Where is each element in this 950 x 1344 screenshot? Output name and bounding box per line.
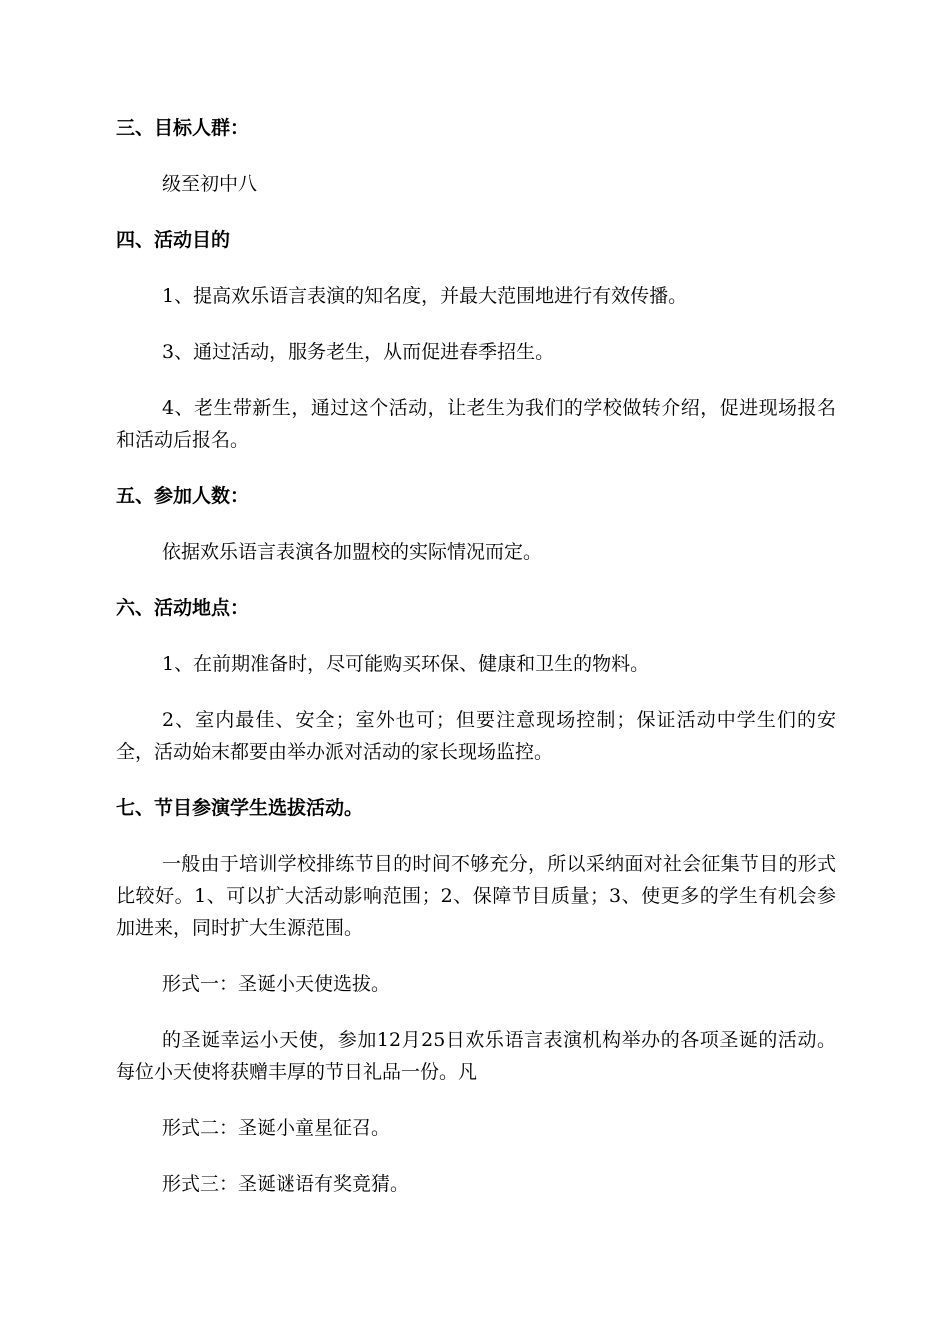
paragraph: 依据欢乐语言表演各加盟校的实际情况而定。 [162, 541, 543, 563]
paragraph: 1、在前期准备时，尽可能购买环保、健康和卫生的物料。 [162, 653, 650, 675]
section-heading-venue: 六、活动地点： [116, 597, 250, 619]
paragraph: 的圣诞幸运小天使，参加12月25日欢乐语言表演机构举办的各项圣诞的活动。每位小天使将获赠丰厚的节日礼品一份。凡 [116, 1029, 836, 1083]
paragraph: 一般由于培训学校排练节目的时间不够充分，所以采纳面对社会征集节目的形式比较好。1、可以扩大活动影响范围；2、保障节目质量；3、使更多的学生有机会参加进来，同时扩大生源范围。 [116, 853, 836, 939]
paragraph: 形式二：圣诞小童星征召。 [162, 1117, 391, 1139]
paragraph: 2、室内最佳、安全；室外也可；但要注意现场控制；保证活动中学生们的安全，活动始末都要由举办派对活动的家长现场监控。 [116, 709, 836, 763]
section-heading-activity-purpose: 四、活动目的 [116, 229, 231, 251]
paragraph: 形式一：圣诞小天使选拔。 [162, 973, 391, 995]
paragraph: 4、老生带新生，通过这个活动，让老生为我们的学校做转介绍，促进现场报名和活动后报名。 [116, 397, 836, 451]
paragraph: 3、通过活动，服务老生，从而促进春季招生。 [162, 341, 555, 363]
section-heading-student-selection: 七、节目参演学生选拔活动。 [116, 797, 364, 819]
paragraph: 级至初中八 [162, 173, 258, 195]
document-body [116, 112, 836, 1224]
section-heading-participants: 五、参加人数： [116, 485, 250, 507]
paragraph: 形式三：圣诞谜语有奖竟猜。 [162, 1173, 410, 1195]
paragraph: 1、提高欢乐语言表演的知名度，并最大范围地进行有效传播。 [162, 285, 688, 307]
section-heading-target-audience: 三、目标人群： [116, 117, 250, 139]
